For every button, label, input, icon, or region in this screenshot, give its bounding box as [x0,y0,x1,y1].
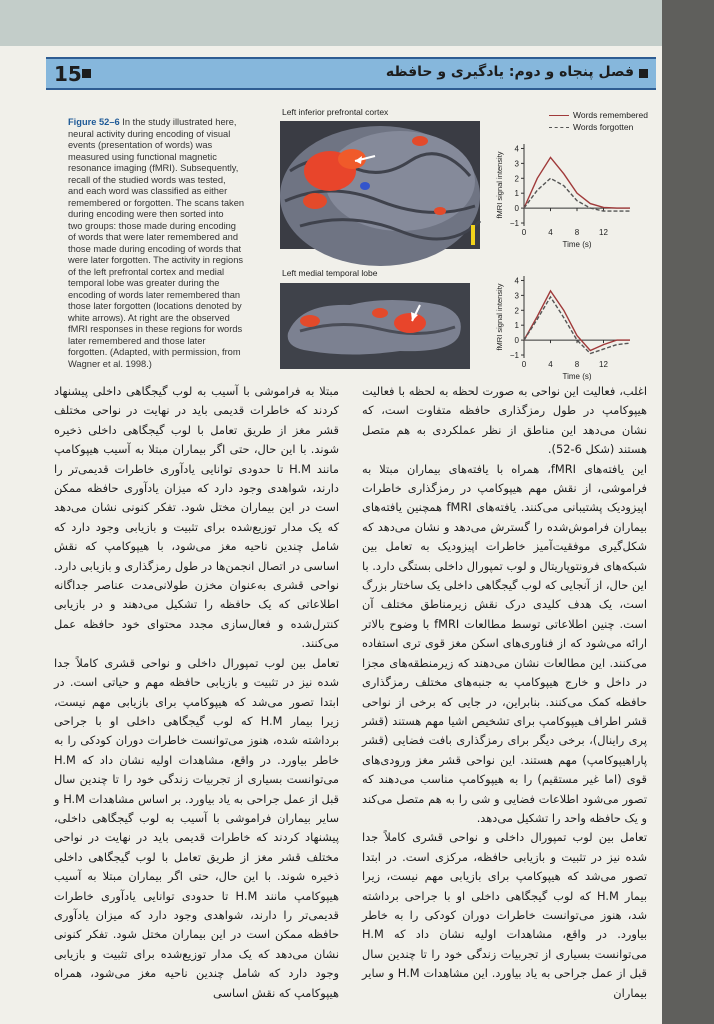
caption-line: forgotten. (Adapted, with permission, from [68,347,241,357]
paragraph: این یافته‌های fMRI، همراه با یافته‌های بیماران مبتلا به فراموشی، از نقش مهم هیپوکامپ در رمزگذاری خاطرات اپیزودیک پشتیبانی می‌کنند. یافته‌های fMRI همچنین یافته‌های بیماران فراموش‌شده را گسترش می‌دهد و نشان می‌دهد که شکل‌گیری موفقیت‌آمیز خاطرات اپیزودیک به تعامل بین شبکه‌های فرونتوپاریتال و لوب تمپورال داخلی بستگی دارد. با این حال، از آنجایی که لوب گیجگاهی داخلی یک ساختار بزرگ است، یک هدف کلیدی درک نقش زیرمناطق مختلف آن است. چنین اطلاعاتی توسط مطالعات fMRI با وضوح بالاتر ارائه می‌شود که از فناوری‌های اسکن مغز قوی تری استفاده می‌کنند. این مطالعات نشان می‌دهند که زیرمنطقه‌های مجزا در داخل و خارج هیپوکامپ به جنبه‌های مختلف رمزگذاری حافظه کمک می‌کنند. بنابراین، در جایی که برخی از نواحی قشر اطراف هیپوکامپ برای تشخیص اشیا مهم هستند (قشر پری راینال)، برخی دیگر برای رمزگذاری بافت فضایی (قشر پاراهیپوکامپ) مهم هستند. این نواحی قشر مغز ورودی‌های قوی (اما غیر مستقیم) را به هیپوکامپ مناسب می‌دهند که تصور می‌شود اطلاعات فضایی و شی را به هم متصل می‌کند و یک حافظه واحد را تشکیل می‌دهد. [362,461,647,825]
caption-line: measured using functional magnetic [68,151,217,162]
x-axis-label: Time (s) [562,240,592,249]
caption-line: and each word was classified as either [68,186,228,196]
figure-caption [68,117,263,370]
legend-forgotten: Words forgotten [549,121,648,133]
previous-page-edge [0,0,662,46]
paragraph: تعامل بین لوب تمپورال داخلی و نواحی قشری کاملاً جدا شده نیز در تثبیت و بازیابی حافظه، مرکزی است. در ابتدا تصور می‌شد که هیپوکامپ برای بازیابی مهم نیست، زیرا بیمار H.M که لوب گیجگاهی داخلی او با جراحی برداشته شد، هنوز می‌توانست خاطرات دوران کودکی را به خاطر بیاورد. در واقع، مشاهدات اولیه نشان داد که H.M می‌توانست بسیاری از تجربیات زندگی خود را تا چندین سال قبل از عمل جراحی به یاد بیاورد. این مشاهدات H.M و سایر بیماران [362,830,647,1000]
fmri-chart-prefrontal [490,138,640,253]
caption-line: In the study illustrated here, [122,117,237,127]
x-tick-label: 4 [548,360,553,369]
series-line [524,178,630,211]
paragraph: تعامل بین لوب تمپورال داخلی و نواحی قشری کاملاً جدا شده نیز در تثبیت و بازیابی حافظه مهم و حیاتی است. در ابتدا تصور می‌شد که هیپوکامپ برای بازیابی مهم نیست، زیرا بیمار H.M که لوب گیجگاهی داخلی او با جراحی برداشته شده، هنوز می‌توانست خاطرات دوران کودکی را به خاطر بیاورد. در واقع، مشاهدات اولیه نشان داد که H.M می‌توانست بسیاری از تجربیات زندگی خود را تا چندین سال قبل از عمل جراحی به یاد بیاورد. بر اساس مشاهدات H.M و سایر بیماران فراموشی با آسیب به لوب گیجگاهی داخلی، پیشنهاد کردند که خاطرات قدیمی باید در نهایت در نواحی مختلف قشر مغز از طریق تعامل با لوب گیجگاهی داخلی ذخیره شوند. با این حال، حتی اگر بیماران مبتلا به آسیب هیپوکامپ مانند H.M تا حدودی توانایی یادآوری خاطرات قدیمی‌تر را دارند، شواهدی وجود دارد که میزان یادآوری حافظه ممکن است در این بیماران مختل شود. تفکر کنونی نشان می‌دهد که یک مدار توزیع‌شده برای تثبیت و بازیابی وجود دارد که شامل چندین ناحیه مغز می‌شود، همراه هیپوکامپ که نقش اساسی [54,655,339,1000]
x-tick-label: 4 [548,228,553,237]
square-bullet-icon [82,69,91,78]
y-tick-label: −1 [509,219,519,229]
chart-legend [549,109,648,133]
y-tick-label: 4 [514,276,519,286]
caption-line: fMRI responses in these regions for words [68,324,243,334]
figure-label: Figure 52–6 [68,117,120,127]
y-tick-label: 3 [514,159,519,169]
caption-line: two groups: those made during encoding [68,220,236,231]
y-axis-label: fMRI signal intensity [495,151,504,219]
x-tick-label: 8 [574,228,580,237]
chapter-header [46,57,656,90]
panel-label-temporal: Left medial temporal lobe [282,268,378,278]
body-column-right [362,382,647,1000]
caption-line: remembered or forgotten. The scans taken [68,197,245,208]
y-tick-label: 2 [514,306,519,316]
caption-line: encoding of words later remembered than [68,289,241,300]
caption-line: white arrows). At right are the observed [68,312,230,323]
x-tick-label: 0 [521,360,527,369]
chapter-title: فصل پنجاه و دوم: یادگیری و حافظه [385,64,634,80]
x-tick-label: 8 [574,360,580,369]
fmri-chart-temporal [490,270,640,385]
page-number: 15 [54,62,82,86]
caption-line: of words that were later remembered and [68,232,239,242]
caption-line: neural activity during encoding of visual [68,128,231,139]
brain-scan-prefrontal [280,121,480,249]
legend-remembered: Words remembered [549,109,648,121]
y-tick-label: 0 [514,204,519,214]
caption-line: later remembered and those later [68,335,206,346]
square-bullet-icon [639,69,648,78]
y-tick-label: 2 [514,174,519,184]
paragraph: اغلب، فعالیت این نواحی به صورت لحظه به لحظه با فعالیت هیپوکامپ در طول رمزگذاری حافظه متفاوت است، که نشان می‌دهد این مناطق از نظر عملکردی به هم متصل هستند (شکل 6-52). [362,384,647,457]
caption-line: those later forgotten (locations denoted by [68,301,242,311]
caption-line: during encoding were then sorted into [68,209,224,219]
y-tick-label: 0 [514,336,519,346]
caption-line: temporal lobe was greater during the [68,278,220,288]
x-tick-label: 12 [599,228,608,237]
paragraph: مبتلا به فراموشی با آسیب به لوب گیجگاهی داخلی پیشنهاد کردند که خاطرات قدیمی باید در نهایت در نواحی مختلف قشر مغز از طریق تعامل با لوب گیجگاهی داخلی ذخیره شوند. با این حال، حتی اگر بیماران مبتلا به آسیب هیپوکامپ مانند H.M تا حدودی توانایی یادآوری خاطرات قدیمی‌تر را دارند، شواهدی وجود دارد که میزان یادآوری حافظه ممکن است در این بیماران مختل شود. تفکر کنونی نشان می‌دهد که یک مدار توزیع‌شده برای تثبیت و بازیابی وجود دارد که شامل چندین ناحیه مغز می‌شود، با هیپوکامپ که نقش اساسی در اتصال انجمن‌ها در طول رمزگذاری و بازیابی دارد. نواحی قشری به‌عنوان مخزن طولانی‌مدت عناصر جداگانه اطلاعاتی که یک حافظه را تشکیل می‌دهند و در بازیابی کنترل‌شده و فعال‌سازی مجدد محتوای خود حافظه عمل می‌کنند. [54,384,340,651]
y-tick-label: 4 [514,144,519,154]
caption-line: were later forgotten. The activity in regions [68,255,244,265]
x-axis-label: Time (s) [562,372,592,381]
caption-line: those made during encoding of words that [68,243,242,254]
caption-line: Wagner et al. 1998.) [68,358,152,369]
caption-line: events (presentation of words) was [68,140,213,150]
body-column-left [54,382,340,1000]
series-line [524,297,630,354]
caption-line: of the left prefrontal cortex and medial [68,266,225,277]
y-axis-label: fMRI signal intensity [495,283,504,351]
x-tick-label: 12 [599,360,608,369]
panel-label-prefrontal: Left inferior prefrontal cortex [282,107,389,117]
y-tick-label: 3 [514,291,519,301]
brain-scan-temporal [280,283,470,369]
y-tick-label: −1 [509,351,519,361]
y-tick-label: 1 [514,321,519,331]
y-tick-label: 1 [514,189,519,199]
caption-line: resonance imaging (fMRI). Subsequently, [68,163,239,173]
caption-line: recall of the studied words was tested, [68,174,226,185]
x-tick-label: 0 [521,228,527,237]
